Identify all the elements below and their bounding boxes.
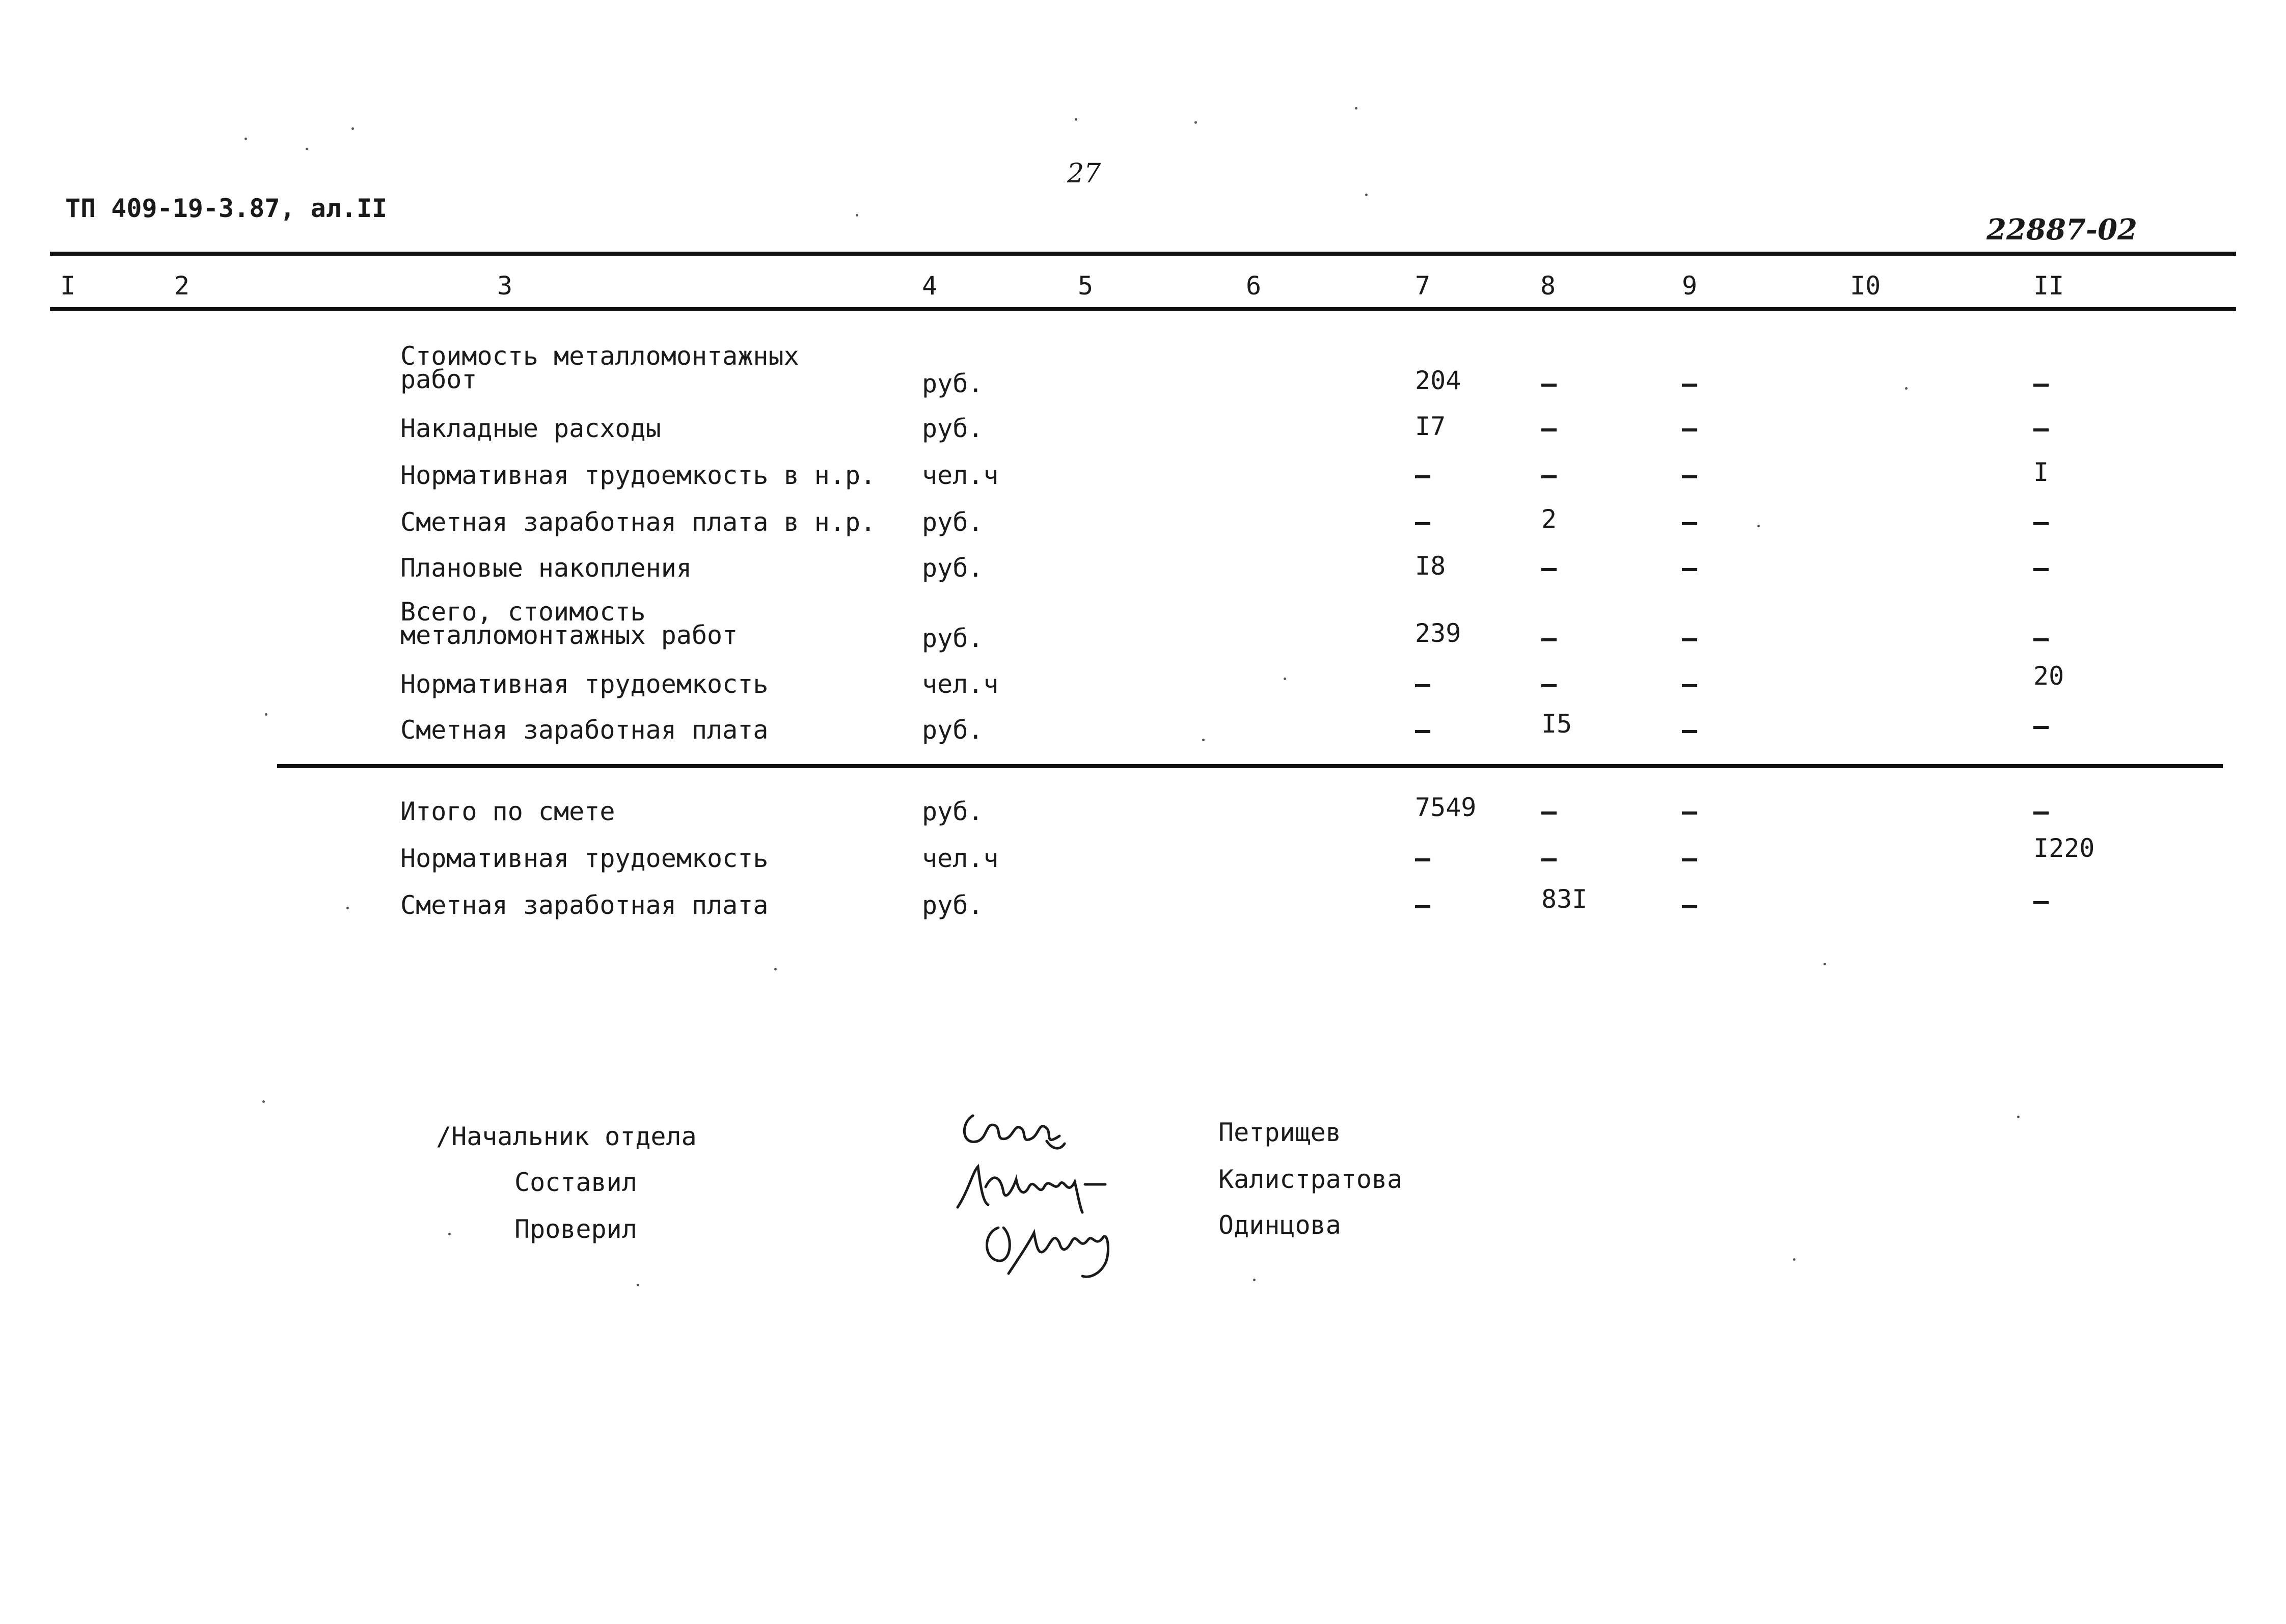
- col-header: II: [2033, 271, 2064, 301]
- col-header: 2: [174, 271, 190, 301]
- speck: [1202, 739, 1205, 741]
- speck: [856, 214, 858, 216]
- row-col11: 20: [2033, 661, 2064, 691]
- speck: [637, 1284, 639, 1286]
- speck: [1793, 1258, 1795, 1261]
- row-unit: руб.: [922, 553, 984, 583]
- row-name: Накладные расходы: [400, 414, 661, 443]
- speck: [1253, 1279, 1256, 1281]
- row-col11: –: [2033, 624, 2049, 653]
- row-col7: 204: [1415, 366, 1461, 395]
- col-header: 5: [1078, 271, 1094, 301]
- role-checked-by: Проверил: [514, 1214, 637, 1244]
- row-name: Стоимость металломонтажных работ: [400, 341, 799, 394]
- row-unit: руб.: [922, 624, 984, 653]
- col-header: I: [60, 271, 76, 301]
- row-col7: 239: [1415, 618, 1461, 648]
- row-col7: I8: [1415, 551, 1446, 581]
- row-col7: –: [1415, 890, 1431, 920]
- row-col11: –: [2033, 886, 2049, 916]
- row-name: Сметная заработная плата в н.р.: [400, 507, 876, 537]
- speck: [306, 148, 308, 150]
- speck: [1355, 107, 1357, 110]
- row-col8: –: [1541, 553, 1557, 583]
- role-compiled-by: Составил: [514, 1168, 637, 1197]
- page-number: 27: [1067, 158, 1101, 189]
- row-unit: чел.ч: [922, 844, 999, 873]
- row-col11: –: [2033, 797, 2049, 826]
- col-header: 8: [1540, 271, 1556, 301]
- row-col11: –: [2033, 711, 2049, 741]
- row-col11: –: [2033, 414, 2049, 443]
- name-checker: Одинцова: [1218, 1210, 1341, 1240]
- row-col9: –: [1682, 890, 1698, 920]
- speck: [262, 1100, 265, 1103]
- col-header: 3: [497, 271, 513, 301]
- row-col9: –: [1682, 461, 1698, 490]
- name-head: Петрищев: [1218, 1118, 1341, 1147]
- row-col7: –: [1415, 507, 1431, 537]
- row-col7: –: [1415, 715, 1431, 745]
- row-col8: I5: [1541, 709, 1572, 739]
- row-col7: I7: [1415, 412, 1446, 441]
- speck: [1757, 525, 1760, 527]
- row-col8: –: [1541, 669, 1557, 699]
- row-col9: –: [1682, 715, 1698, 745]
- header-top-rule: [50, 252, 2236, 256]
- col-header: 6: [1246, 271, 1262, 301]
- row-col7: –: [1415, 669, 1431, 699]
- row-name: Сметная заработная плата: [400, 715, 769, 745]
- speck: [774, 968, 777, 970]
- row-col11: I: [2033, 457, 2049, 487]
- row-unit: руб.: [922, 715, 984, 745]
- row-col9: –: [1682, 797, 1698, 826]
- row-col8: –: [1541, 624, 1557, 653]
- col-header: I0: [1850, 271, 1881, 301]
- speck: [448, 1233, 451, 1235]
- row-unit: руб.: [922, 414, 984, 443]
- col-header: 4: [922, 271, 938, 301]
- signature-handwriting-1: [958, 1100, 1070, 1156]
- row-name: Сметная заработная плата: [400, 890, 769, 920]
- row-col9: –: [1682, 669, 1698, 699]
- row-col7: –: [1415, 844, 1431, 873]
- row-col11: –: [2033, 507, 2049, 537]
- row-unit: чел.ч: [922, 669, 999, 699]
- row-col7: 7549: [1415, 793, 1477, 822]
- row-col9: –: [1682, 624, 1698, 653]
- section-divider: [277, 764, 2223, 768]
- row-col11: I220: [2033, 833, 2095, 863]
- row-col8: –: [1541, 414, 1557, 443]
- speck: [1194, 121, 1197, 124]
- row-col9: –: [1682, 844, 1698, 873]
- row-name: Нормативная трудоемкость: [400, 844, 769, 873]
- row-unit: руб.: [922, 369, 984, 398]
- row-name: Итого по смете: [400, 797, 615, 826]
- signature-handwriting-2: [953, 1156, 1115, 1217]
- speck: [2017, 1116, 2020, 1118]
- speck: [1284, 678, 1286, 680]
- col-header: 9: [1682, 271, 1698, 301]
- row-name: Всего, стоимость металломонтажных работ: [400, 597, 738, 650]
- speck: [351, 127, 354, 130]
- speck: [265, 713, 267, 716]
- row-col7: –: [1415, 461, 1431, 490]
- name-compiler: Калистратова: [1218, 1165, 1403, 1194]
- row-col8: –: [1541, 844, 1557, 873]
- document-reference: ТП 409-19-3.87, ал.II: [65, 194, 388, 223]
- speck: [1905, 387, 1908, 390]
- row-col8: 2: [1541, 504, 1557, 534]
- row-col8: –: [1541, 797, 1557, 826]
- speck: [244, 138, 247, 140]
- row-col9: –: [1682, 414, 1698, 443]
- speck: [1365, 194, 1368, 196]
- col-header: 7: [1415, 271, 1431, 301]
- speck: [346, 907, 349, 909]
- row-col11: –: [2033, 553, 2049, 583]
- archive-number: 22887-02: [1986, 213, 2137, 247]
- row-unit: чел.ч: [922, 461, 999, 490]
- row-col8: 83I: [1541, 884, 1588, 914]
- row-col8: –: [1541, 369, 1557, 398]
- row-col11: –: [2033, 369, 2049, 398]
- row-unit: руб.: [922, 890, 984, 920]
- row-unit: руб.: [922, 507, 984, 537]
- row-unit: руб.: [922, 797, 984, 826]
- speck: [1075, 118, 1077, 121]
- row-col9: –: [1682, 507, 1698, 537]
- speck: [1824, 963, 1826, 965]
- row-col9: –: [1682, 369, 1698, 398]
- row-name: Нормативная трудоемкость: [400, 669, 769, 699]
- row-col8: –: [1541, 461, 1557, 490]
- row-col9: –: [1682, 553, 1698, 583]
- row-name: Нормативная трудоемкость в н.р.: [400, 461, 876, 490]
- header-bottom-rule: [50, 307, 2236, 311]
- row-name: Плановые накопления: [400, 553, 692, 583]
- role-head-of-department: /Начальник отдела: [436, 1122, 697, 1151]
- signature-handwriting-3: [978, 1212, 1131, 1284]
